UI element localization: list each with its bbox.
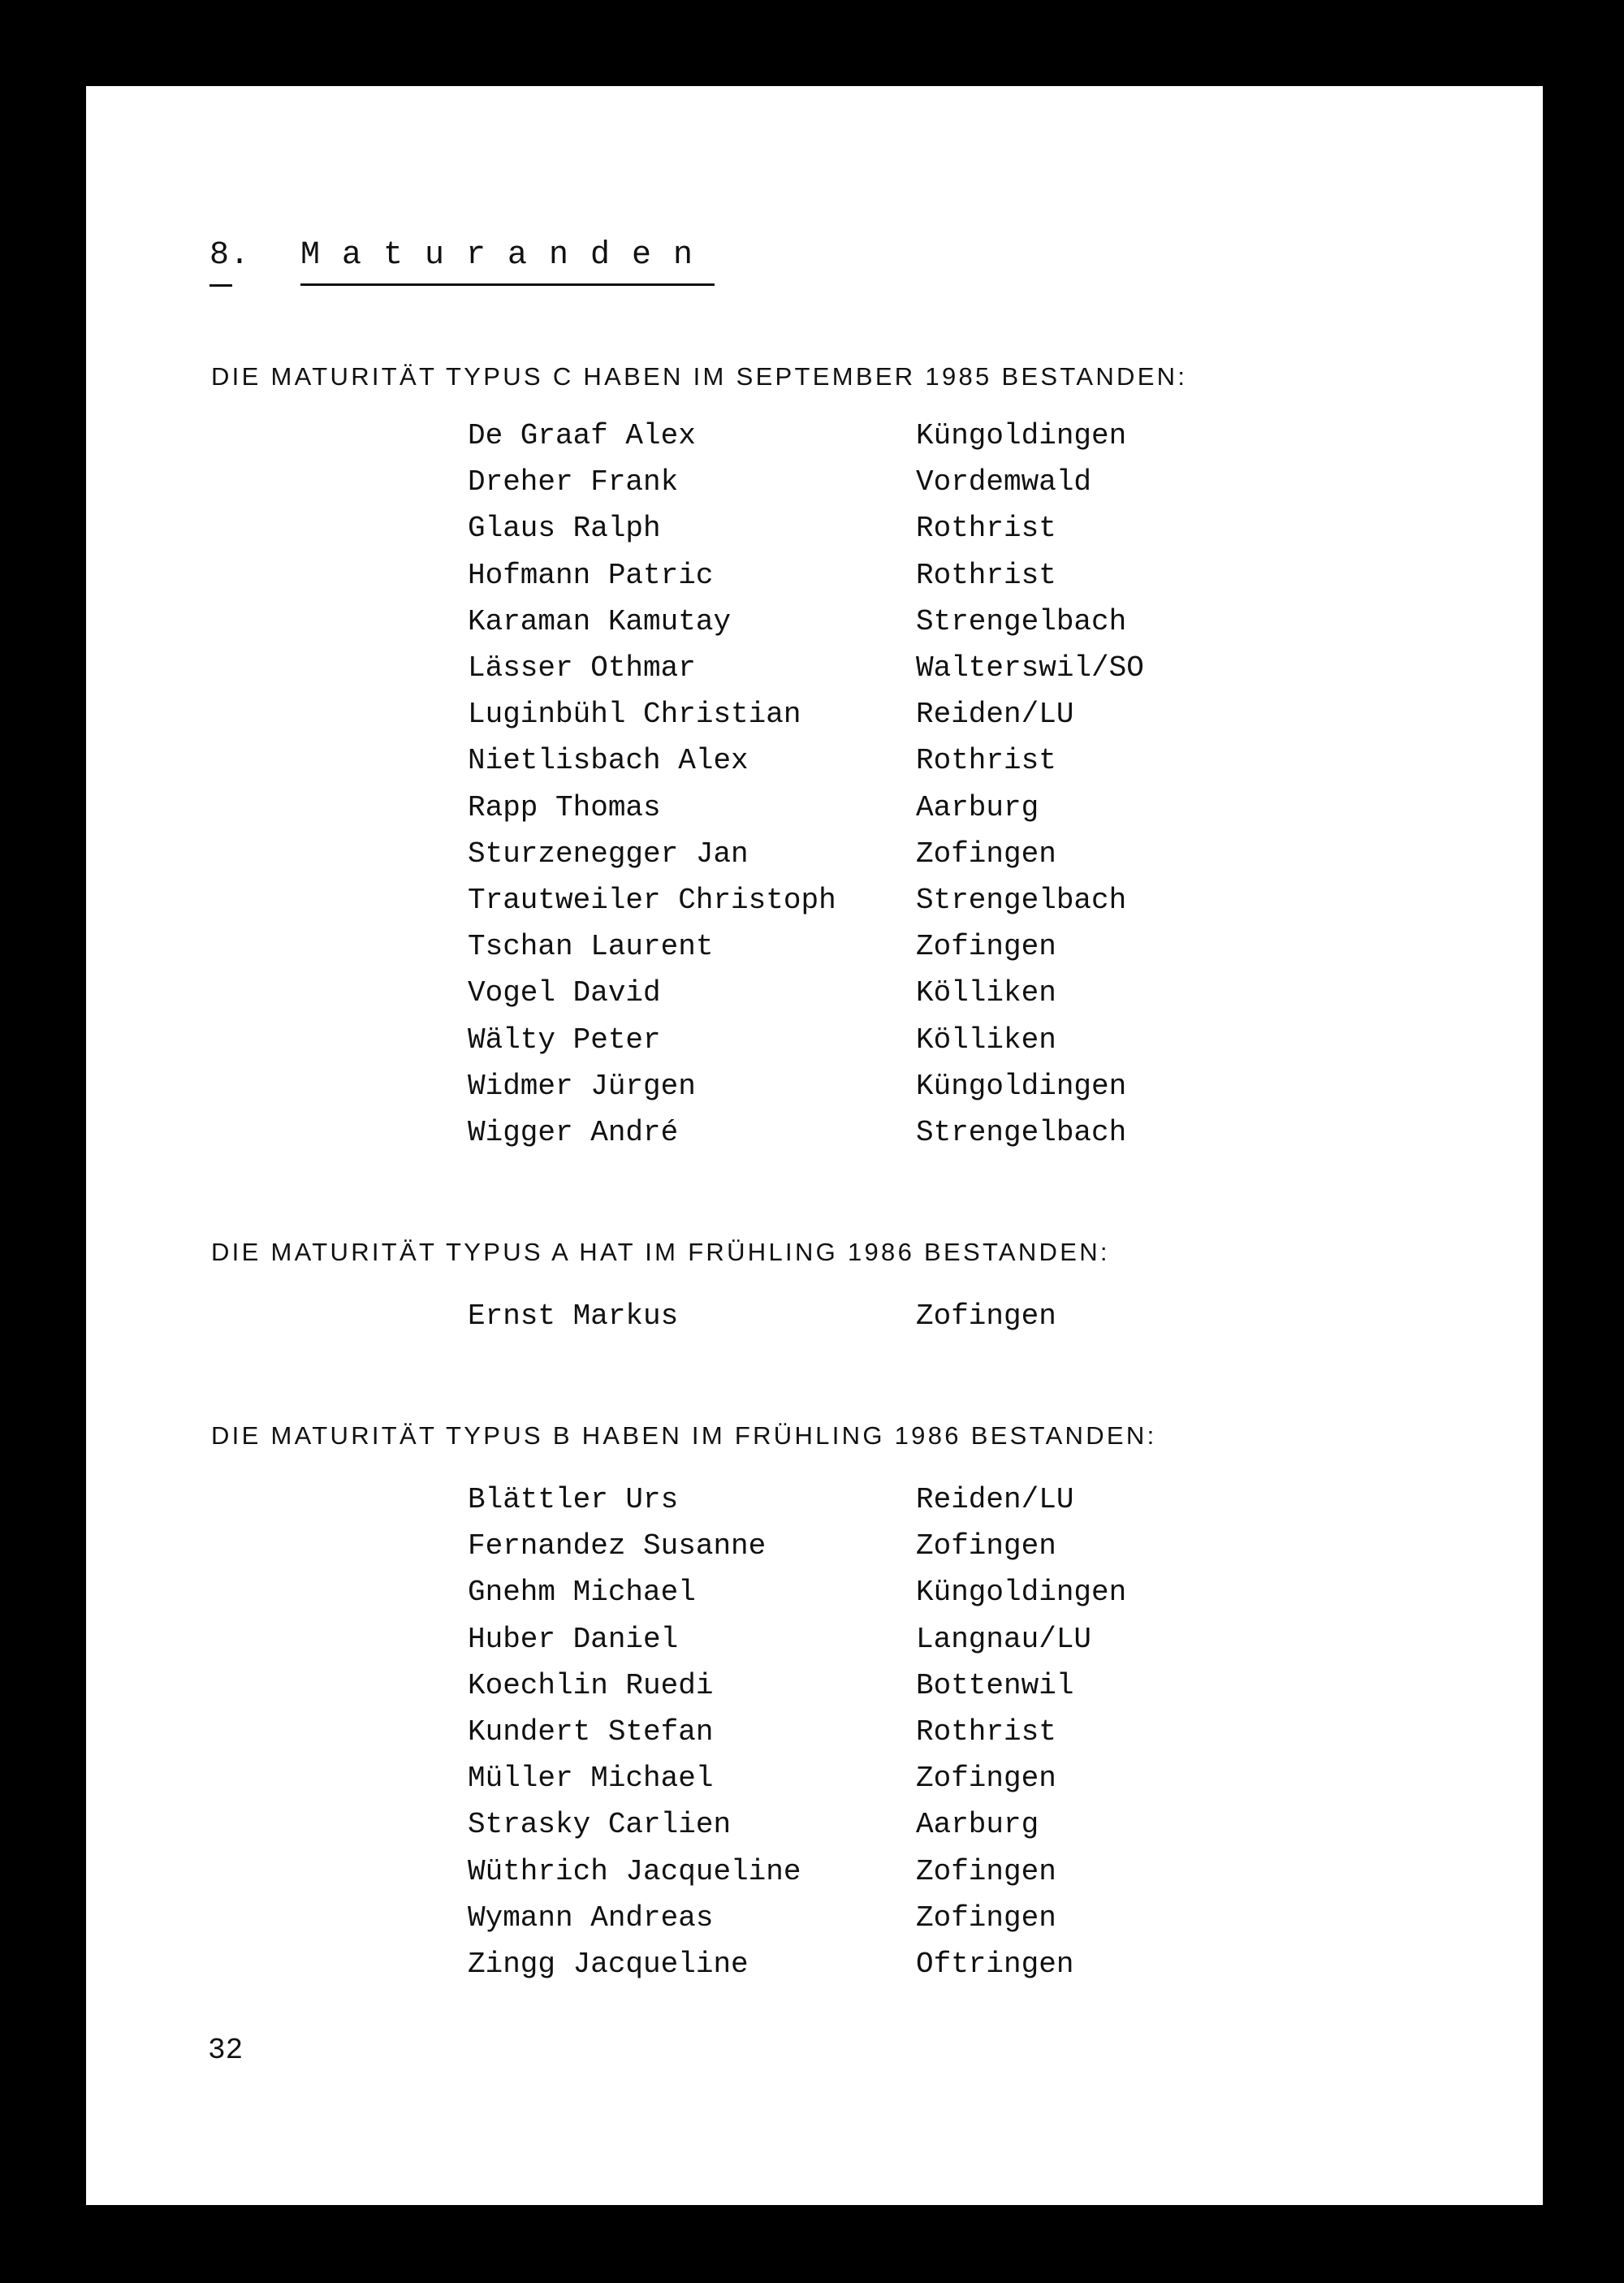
graduate-place: Rothrist <box>916 1715 1056 1749</box>
graduate-name: Wymann Andreas <box>468 1900 714 1935</box>
graduate-name: Wigger André <box>468 1116 679 1149</box>
graduate-name: Lässer Othmar <box>468 651 696 685</box>
graduate-name: Trautweiler Christoph <box>468 884 836 917</box>
graduate-name: Strasky Carlien <box>468 1808 732 1842</box>
graduate-name: Zingg Jacqueline <box>468 1948 749 1981</box>
graduate-name: Dreher Frank <box>468 465 679 499</box>
graduate-name: Ernst Markus <box>468 1299 679 1333</box>
graduate-place: Aarburg <box>916 790 1039 824</box>
graduate-name: Luginbühl Christian <box>468 698 801 732</box>
graduate-place: Zofingen <box>916 1854 1056 1888</box>
graduate-place: Langnau/LU <box>916 1622 1092 1656</box>
chapter-title: Maturanden <box>300 237 715 286</box>
document-page <box>86 86 1543 2205</box>
graduate-place: Rothrist <box>916 558 1056 592</box>
graduate-name: Widmer Jürgen <box>468 1069 696 1103</box>
graduate-place: Reiden/LU <box>916 1483 1074 1516</box>
graduate-place: Walterswil/SO <box>916 651 1144 685</box>
graduate-name: Tschan Laurent <box>468 930 714 964</box>
number-underline <box>209 284 232 287</box>
graduate-name: Karaman Kamutay <box>468 604 732 638</box>
graduate-place: Zofingen <box>916 1900 1056 1935</box>
graduate-place: Küngoldingen <box>916 419 1127 452</box>
graduate-place: Zofingen <box>916 837 1056 871</box>
graduate-name: Blättler Urs <box>468 1483 679 1516</box>
graduate-place: Küngoldingen <box>916 1069 1127 1103</box>
graduate-place: Zofingen <box>916 930 1056 964</box>
graduate-name: Gnehm Michael <box>468 1576 696 1610</box>
graduate-place: Zofingen <box>916 1529 1056 1563</box>
graduate-name: Nietlisbach Alex <box>468 744 749 778</box>
graduate-place: Küngoldingen <box>916 1576 1127 1610</box>
graduate-place: Reiden/LU <box>916 698 1074 732</box>
section-title: DIE MATURITÄT TYPUS C HABEN IM SEPTEMBER 1985 BESTANDEN: <box>211 362 1188 391</box>
graduate-name: De Graaf Alex <box>468 419 696 452</box>
page-number: 32 <box>208 2034 244 2067</box>
graduate-place: Oftringen <box>916 1948 1074 1981</box>
graduate-place: Vordemwald <box>916 465 1092 499</box>
graduate-place: Rothrist <box>916 512 1056 546</box>
section-title: DIE MATURITÄT TYPUS A HAT IM FRÜHLING 1986 BESTANDEN: <box>211 1238 1110 1266</box>
graduate-place: Strengelbach <box>916 604 1127 638</box>
graduate-name: Glaus Ralph <box>468 512 661 546</box>
graduate-name: Wüthrich Jacqueline <box>468 1854 801 1888</box>
chapter-number: 8. <box>209 237 251 274</box>
graduate-name: Müller Michael <box>468 1762 714 1796</box>
graduate-place: Rothrist <box>916 744 1056 778</box>
graduate-place: Strengelbach <box>916 1116 1127 1149</box>
graduate-place: Kölliken <box>916 1023 1056 1057</box>
section-title: DIE MATURITÄT TYPUS B HABEN IM FRÜHLING 1986 BESTANDEN: <box>211 1421 1157 1450</box>
graduate-place: Aarburg <box>916 1808 1039 1842</box>
graduate-name: Wälty Peter <box>468 1023 661 1057</box>
graduate-place: Zofingen <box>916 1762 1056 1796</box>
graduate-name: Fernandez Susanne <box>468 1529 767 1563</box>
graduate-place: Strengelbach <box>916 884 1127 917</box>
graduate-name: Huber Daniel <box>468 1622 679 1656</box>
graduate-name: Koechlin Ruedi <box>468 1668 714 1702</box>
graduate-name: Vogel David <box>468 976 661 1010</box>
graduate-place: Bottenwil <box>916 1668 1074 1702</box>
graduate-place: Kölliken <box>916 976 1056 1010</box>
graduate-name: Rapp Thomas <box>468 790 661 824</box>
graduate-name: Hofmann Patric <box>468 558 714 592</box>
graduate-name: Kundert Stefan <box>468 1715 714 1749</box>
graduate-name: Sturzenegger Jan <box>468 837 749 871</box>
graduate-place: Zofingen <box>916 1299 1056 1333</box>
